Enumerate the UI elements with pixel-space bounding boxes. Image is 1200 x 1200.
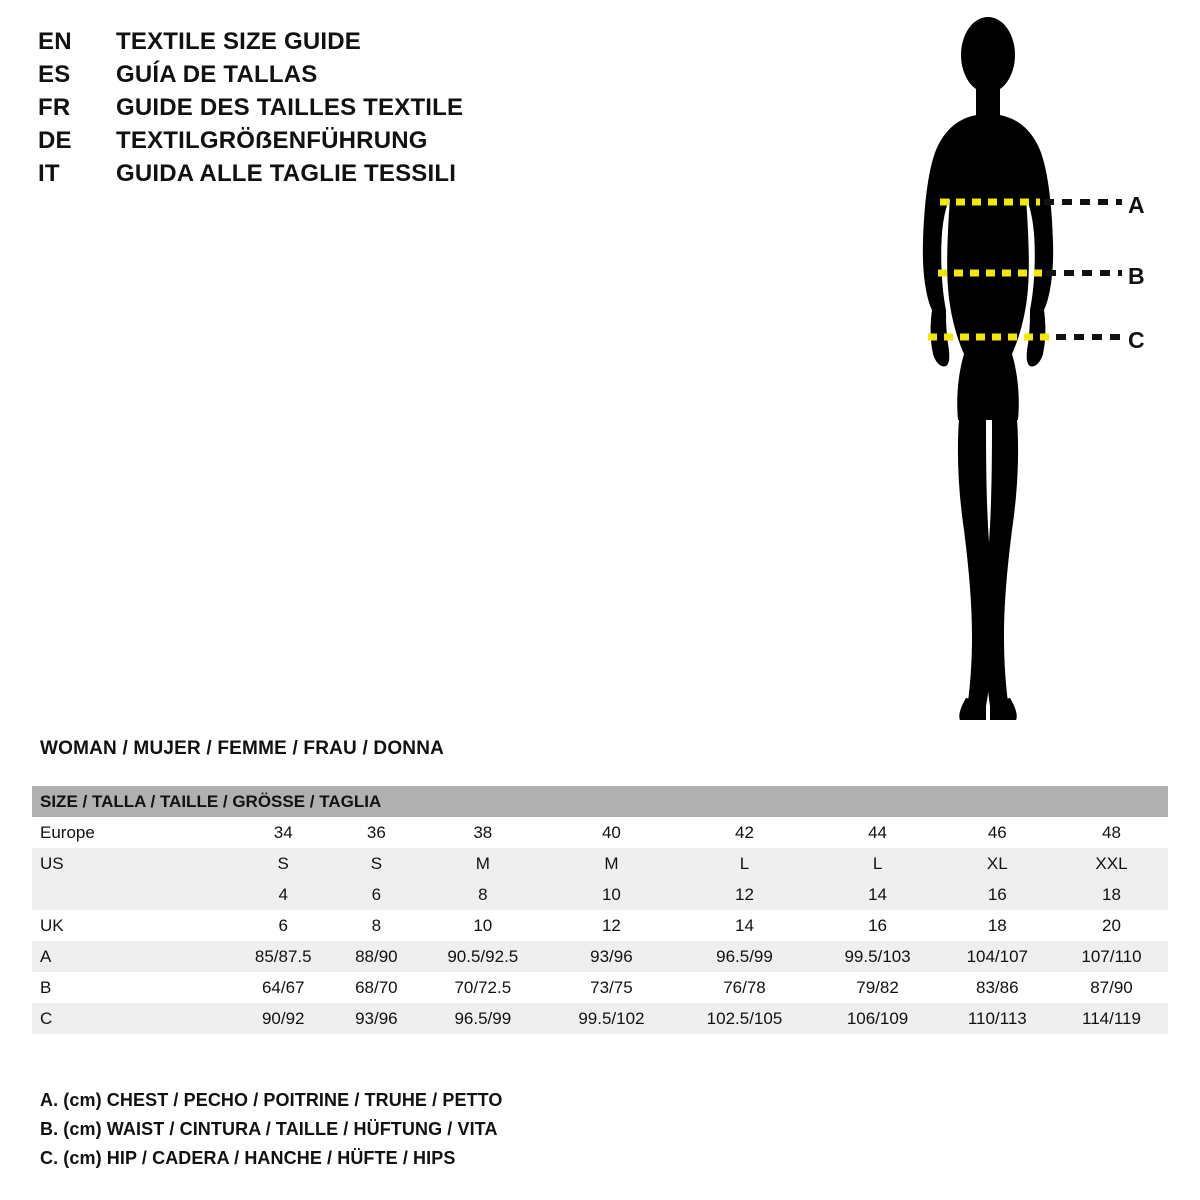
- size-table: [32, 786, 1168, 1034]
- body-figure: [860, 10, 1190, 740]
- table-cell: 99.5/102: [549, 1003, 673, 1034]
- table-cell: 48: [1055, 817, 1168, 848]
- legend-line-c: C. (cm) HIP / CADERA / HANCHE / HÜFTE / HIPS: [40, 1148, 456, 1168]
- table-cell: 87/90: [1055, 972, 1168, 1003]
- marker-label-c: C: [1128, 327, 1145, 353]
- female-silhouette-icon: [860, 10, 1190, 740]
- title-lang-code: DE: [38, 127, 72, 154]
- table-cell: 99.5/103: [815, 941, 939, 972]
- table-row: [32, 941, 1168, 972]
- table-cell: 93/96: [336, 1003, 416, 1034]
- title-lang-code: FR: [38, 94, 71, 121]
- table-cell: 20: [1055, 910, 1168, 941]
- table-cell: 96.5/99: [416, 1003, 549, 1034]
- legend-line-b: B. (cm) WAIST / CINTURA / TAILLE / HÜFTUNG / VITA: [40, 1119, 498, 1139]
- table-cell: XL: [940, 848, 1055, 879]
- table-cell: 114/119: [1055, 1003, 1168, 1034]
- table-row: [32, 879, 1168, 910]
- table-cell: 10: [549, 879, 673, 910]
- table-row: [32, 848, 1168, 879]
- title-text: GUIDE DES TAILLES TEXTILE: [116, 94, 464, 121]
- row-label: [32, 879, 230, 910]
- table-cell: 38: [416, 817, 549, 848]
- table-cell: 76/78: [674, 972, 816, 1003]
- table-cell: 40: [549, 817, 673, 848]
- table-cell: M: [549, 848, 673, 879]
- table-cell: 44: [815, 817, 939, 848]
- table-row: [32, 972, 1168, 1003]
- row-label: A: [32, 941, 230, 972]
- title-row: [38, 94, 638, 127]
- table-cell: 107/110: [1055, 941, 1168, 972]
- table-cell: 102.5/105: [674, 1003, 816, 1034]
- table-cell: 96.5/99: [674, 941, 816, 972]
- table-row: [32, 910, 1168, 941]
- row-label: US: [32, 848, 230, 879]
- table-cell: S: [230, 848, 336, 879]
- table-cell: 14: [815, 879, 939, 910]
- table-header-row: [32, 786, 1168, 817]
- table-cell: 12: [674, 879, 816, 910]
- table-cell: 79/82: [815, 972, 939, 1003]
- row-label: C: [32, 1003, 230, 1034]
- table-cell: M: [416, 848, 549, 879]
- table-cell: S: [336, 848, 416, 879]
- table-cell: 16: [815, 910, 939, 941]
- title-lang-code: IT: [38, 160, 60, 187]
- table-cell: 93/96: [549, 941, 673, 972]
- table-cell: XXL: [1055, 848, 1168, 879]
- title-row: [38, 61, 638, 94]
- measurement-legend: [40, 1090, 740, 1177]
- table-cell: 68/70: [336, 972, 416, 1003]
- table-cell: L: [815, 848, 939, 879]
- table-cell: 16: [940, 879, 1055, 910]
- table-cell: 42: [674, 817, 816, 848]
- table-cell: 18: [1055, 879, 1168, 910]
- table-cell: 106/109: [815, 1003, 939, 1034]
- title-text: TEXTILGRÖẞENFÜHRUNG: [116, 127, 428, 154]
- title-row: [38, 28, 638, 61]
- table-cell: 64/67: [230, 972, 336, 1003]
- table-cell: 90.5/92.5: [416, 941, 549, 972]
- table-header-label: SIZE / TALLA / TAILLE / GRÖSSE / TAGLIA: [32, 786, 1168, 817]
- table-cell: 36: [336, 817, 416, 848]
- table-cell: 12: [549, 910, 673, 941]
- table-cell: L: [674, 848, 816, 879]
- title-row: [38, 160, 638, 193]
- table-cell: 4: [230, 879, 336, 910]
- title-text: TEXTILE SIZE GUIDE: [116, 28, 361, 55]
- row-label: B: [32, 972, 230, 1003]
- table-cell: 88/90: [336, 941, 416, 972]
- row-label: UK: [32, 910, 230, 941]
- table-cell: 46: [940, 817, 1055, 848]
- table-cell: 83/86: [940, 972, 1055, 1003]
- table-cell: 8: [416, 879, 549, 910]
- table-cell: 6: [230, 910, 336, 941]
- title-lang-code: ES: [38, 61, 71, 88]
- table-cell: 85/87.5: [230, 941, 336, 972]
- table-cell: 110/113: [940, 1003, 1055, 1034]
- table-cell: 104/107: [940, 941, 1055, 972]
- table-row: [32, 817, 1168, 848]
- title-block: [38, 28, 638, 193]
- legend-line-a: A. (cm) CHEST / PECHO / POITRINE / TRUHE / PETTO: [40, 1090, 503, 1110]
- table-row: [32, 1003, 1168, 1034]
- table-cell: 10: [416, 910, 549, 941]
- title-text: GUIDA ALLE TAGLIE TESSILI: [116, 160, 457, 187]
- marker-label-a: A: [1128, 192, 1145, 218]
- table-cell: 70/72.5: [416, 972, 549, 1003]
- table-cell: 14: [674, 910, 816, 941]
- title-text: GUÍA DE TALLAS: [116, 61, 318, 88]
- section-heading: WOMAN / MUJER / FEMME / FRAU / DONNA: [40, 738, 445, 759]
- table-cell: 34: [230, 817, 336, 848]
- row-label: Europe: [32, 817, 230, 848]
- table-cell: 73/75: [549, 972, 673, 1003]
- table-cell: 90/92: [230, 1003, 336, 1034]
- marker-label-b: B: [1128, 263, 1145, 289]
- title-lang-code: EN: [38, 28, 72, 55]
- title-row: [38, 127, 638, 160]
- table-cell: 8: [336, 910, 416, 941]
- table-cell: 18: [940, 910, 1055, 941]
- table-cell: 6: [336, 879, 416, 910]
